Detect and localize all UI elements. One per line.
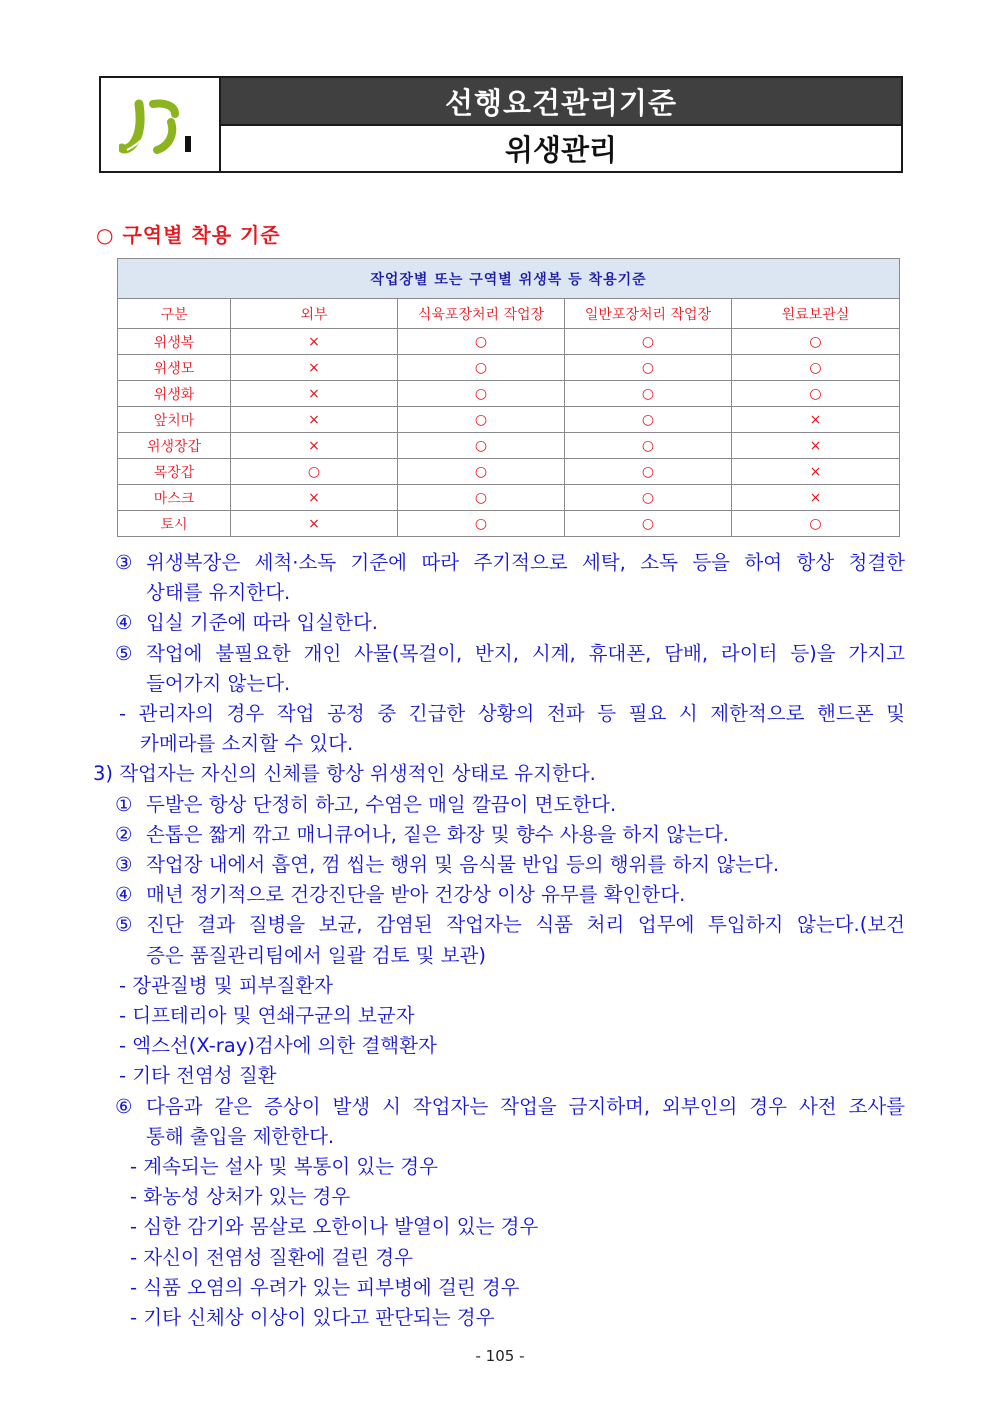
list-item	[93, 608, 905, 638]
table-cell: ○	[398, 485, 565, 511]
list-item	[93, 548, 905, 608]
table-cell: ×	[231, 511, 398, 537]
document-title: 선행요건관리기준	[221, 78, 901, 126]
table-cell: ○	[565, 407, 732, 433]
table-cell: ○	[732, 355, 900, 381]
column-header: 원료보관실	[732, 299, 900, 329]
table-cell: ×	[732, 485, 900, 511]
dash-item: 카메라를 소지할 수 있다.	[140, 732, 354, 756]
item-number: ④	[115, 611, 133, 635]
list-item	[93, 880, 905, 910]
table-cell: ○	[565, 381, 732, 407]
item-text: 작업에 불필요한 개인 사물(목걸이, 반지, 시계, 휴대폰, 담배, 라이터 등)을 가지고	[146, 641, 905, 665]
table-cell: ○	[398, 433, 565, 459]
table-row	[118, 433, 900, 459]
column-header: 식육포장처리 작업장	[398, 299, 565, 329]
row-label: 위생모	[118, 355, 231, 381]
page-number: - 105 -	[475, 1347, 525, 1365]
item-text: 위생복장은 세척·소독 기준에 따라 주기적으로 세탁, 소독 등을 하여 항상 청결한	[146, 551, 905, 574]
list-item	[93, 790, 905, 820]
list-item	[93, 850, 905, 880]
table-cell: ×	[231, 381, 398, 407]
table-cell: ×	[732, 407, 900, 433]
table-cell: ×	[231, 407, 398, 433]
document-header	[99, 76, 903, 173]
table-cell: ×	[231, 355, 398, 381]
dash-item: - 엑스선(X-ray)검사에 의한 결핵환자	[119, 1034, 437, 1058]
table-cell: ○	[565, 459, 732, 485]
table-row	[118, 511, 900, 537]
list-item	[93, 1092, 905, 1152]
table-cell: ○	[732, 511, 900, 537]
table-cell: ○	[732, 329, 900, 355]
section-heading-text: 구역별 착용 기준	[122, 223, 281, 247]
table-cell: ○	[565, 355, 732, 381]
row-label: 마스크	[118, 485, 231, 511]
table-cell: ○	[565, 485, 732, 511]
list-item	[93, 820, 905, 850]
item-text: 작업장 내에서 흡연, 껌 씹는 행위 및 음식물 반입 등의 행위를 하지 않는다.	[146, 853, 780, 877]
item-number: ①	[115, 792, 133, 816]
item-text: 입실 기준에 따라 입실한다.	[146, 611, 379, 635]
dash-item: - 화농성 상처가 있는 경우	[130, 1185, 351, 1209]
table-cell: ○	[398, 407, 565, 433]
list-item	[93, 910, 905, 970]
item-text: 손톱은 짧게 깎고 매니큐어나, 짙은 화장 및 향수 사용을 하지 않는다.	[146, 822, 729, 846]
item-text: 다음과 같은 증상이 발생 시 작업자는 작업을 금지하며, 외부인의 경우 사전 조사를	[146, 1094, 905, 1118]
table-cell: ○	[398, 459, 565, 485]
table-cell: ○	[565, 511, 732, 537]
item-text: 상태를 유지한다.	[146, 581, 291, 605]
column-header: 일반포장처리 작업장	[565, 299, 732, 329]
section-heading	[96, 219, 281, 248]
section-title: 3) 작업자는 자신의 신체를 항상 위생적인 상태로 유지한다.	[93, 762, 596, 786]
table-cell: ×	[732, 433, 900, 459]
dash-item: - 기타 신체상 이상이 있다고 판단되는 경우	[130, 1306, 495, 1330]
row-label: 토시	[118, 511, 231, 537]
table-row	[118, 355, 900, 381]
row-label: 위생화	[118, 381, 231, 407]
item-text: 진단 결과 질병을 보균, 감염된 작업자는 식품 처리 업무에 투입하지 않는다.(보건	[146, 913, 905, 937]
table-row	[118, 485, 900, 511]
table-cell: ×	[231, 433, 398, 459]
item-text: 들어가지 않는다.	[146, 671, 291, 695]
row-label: 목장갑	[118, 459, 231, 485]
item-number: ⑤	[115, 641, 133, 665]
circle-bullet-icon: ○	[96, 223, 115, 247]
item-number: ③	[115, 853, 133, 877]
table-cell: ×	[732, 459, 900, 485]
document-subtitle: 위생관리	[504, 133, 618, 167]
dash-item: - 계속되는 설사 및 복통이 있는 경우	[130, 1155, 438, 1179]
body-text	[93, 548, 905, 1333]
dash-item: - 관리자의 경우 작업 공정 중 긴급한 상황의 전파 등 필요 시 제한적으로 핸드폰 및	[119, 702, 905, 726]
table-row	[118, 459, 900, 485]
column-header: 구분	[118, 299, 231, 329]
item-text: 통해 출입을 제한한다.	[146, 1124, 335, 1148]
dash-item: - 디프테리아 및 연쇄구균의 보균자	[119, 1004, 415, 1028]
dash-item: - 장관질병 및 피부질환자	[119, 973, 334, 997]
item-number: ②	[115, 822, 133, 846]
item-number: ④	[115, 883, 133, 907]
table-cell: ○	[398, 511, 565, 537]
dash-item: - 기타 전염성 질환	[119, 1064, 277, 1088]
row-label: 위생복	[118, 329, 231, 355]
table-row	[118, 381, 900, 407]
table-cell: ○	[398, 381, 565, 407]
table-cell: ×	[231, 485, 398, 511]
dash-item: - 심한 감기와 몸살로 오한이나 발열이 있는 경우	[130, 1215, 539, 1239]
item-number: ⑥	[115, 1094, 133, 1118]
table-cell: ○	[231, 459, 398, 485]
table-cell: ○	[398, 329, 565, 355]
table-cell: ×	[231, 329, 398, 355]
uniform-standard-table	[117, 258, 900, 537]
dash-item: - 식품 오염의 우려가 있는 피부병에 걸린 경우	[130, 1275, 520, 1299]
list-item	[93, 639, 905, 699]
table-cell: ○	[732, 381, 900, 407]
item-number: ⑤	[115, 913, 133, 937]
company-logo	[101, 78, 221, 171]
item-text: 두발은 항상 단정히 하고, 수염은 매일 깔끔이 면도한다.	[146, 792, 617, 816]
table-cell: ○	[565, 433, 732, 459]
table-cell: ○	[565, 329, 732, 355]
item-number: ③	[115, 551, 133, 574]
table-row	[118, 329, 900, 355]
row-label: 앞치마	[118, 407, 231, 433]
logo-mark-icon	[119, 98, 199, 158]
row-label: 위생장갑	[118, 433, 231, 459]
item-text: 매년 정기적으로 건강진단을 받아 건강상 이상 유무를 확인한다.	[146, 883, 686, 907]
column-header: 외부	[231, 299, 398, 329]
table-cell: ○	[398, 355, 565, 381]
table-caption: 작업장별 또는 구역별 위생복 등 착용기준	[118, 259, 900, 299]
table-header-row	[118, 299, 900, 329]
item-text: 증은 품질관리팀에서 일괄 검토 및 보관)	[146, 943, 486, 967]
dash-item: - 자신이 전염성 질환에 걸린 경우	[130, 1245, 413, 1269]
table-row	[118, 407, 900, 433]
